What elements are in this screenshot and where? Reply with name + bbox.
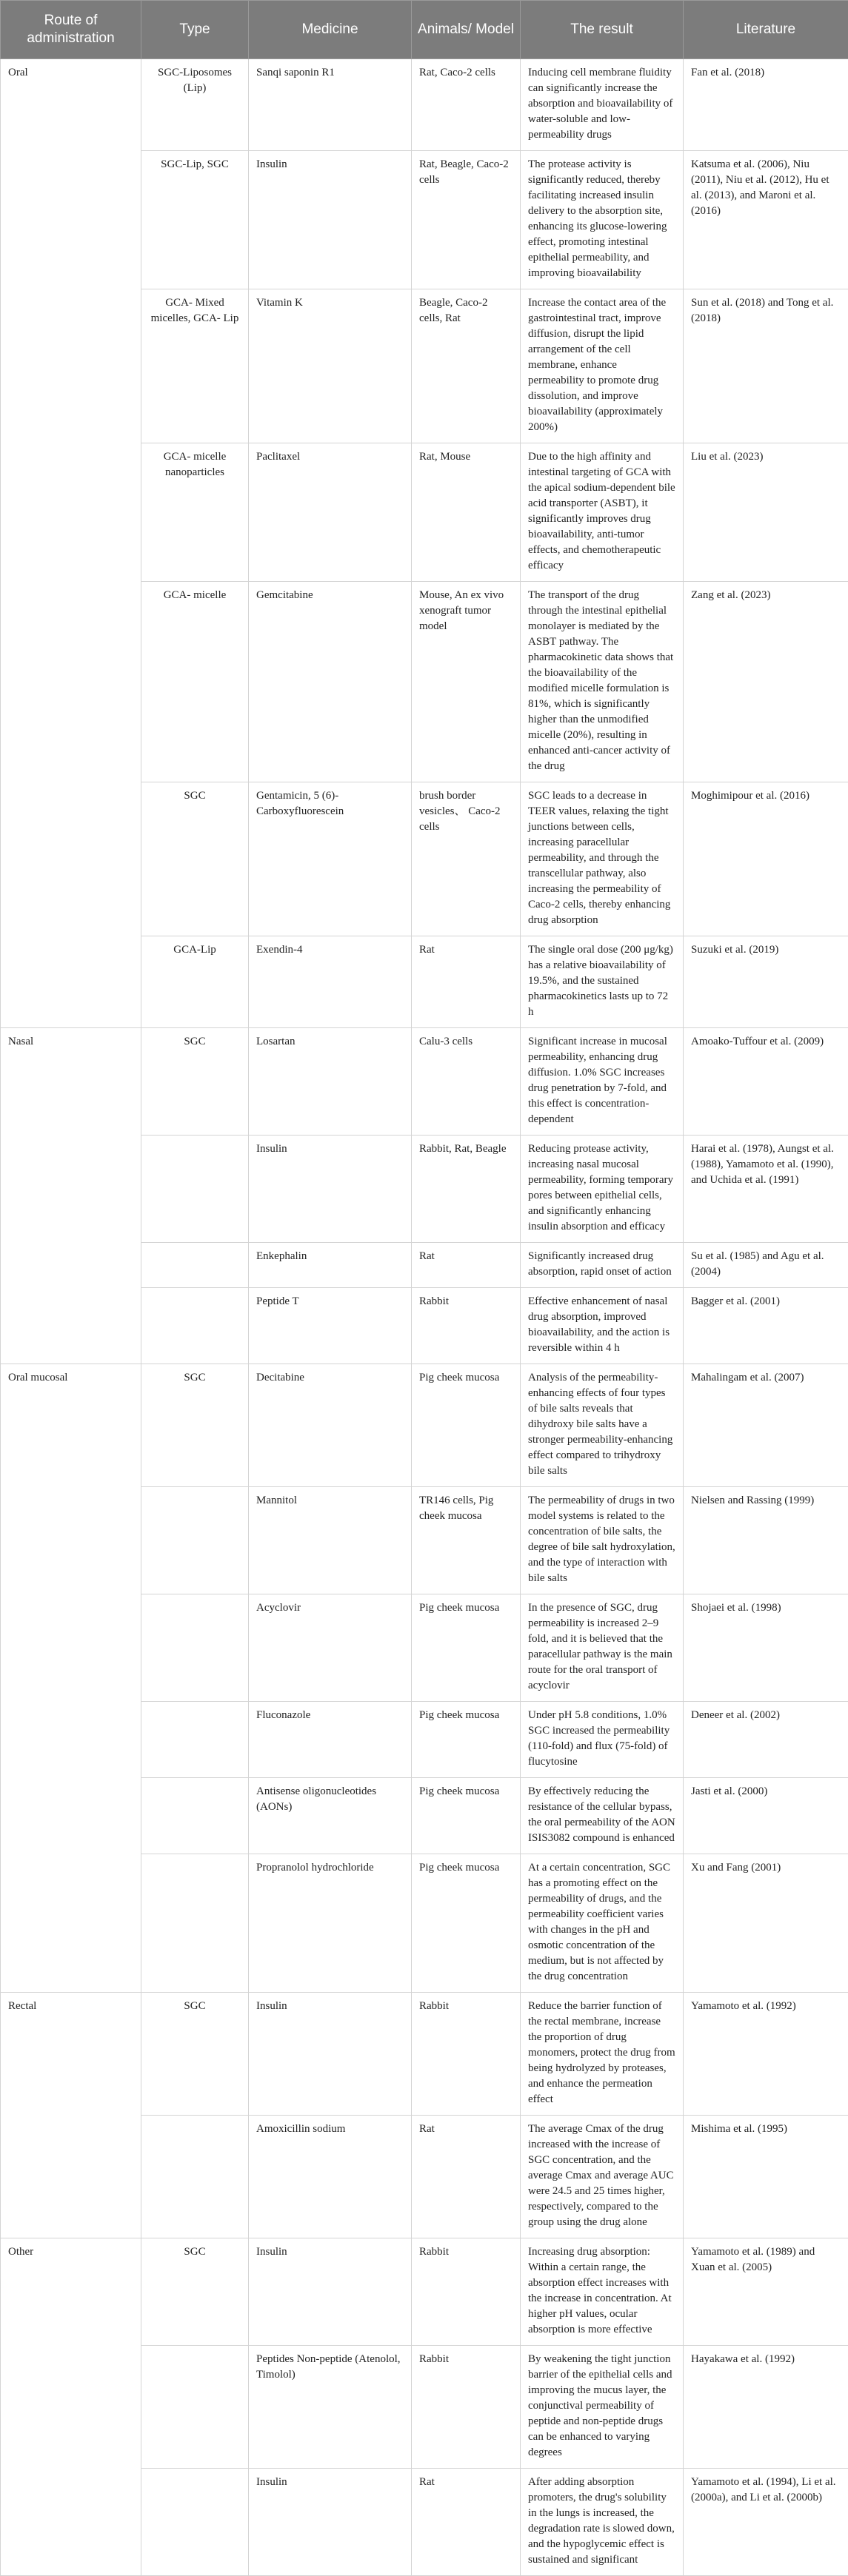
cell-literature: Harai et al. (1978), Aungst et al. (1988), Yamamoto et al. (1990), and Uchida et al. (1991) [684, 1136, 848, 1243]
cell-medicine: Antisense oligonucleotides (AONs) [249, 1778, 412, 1854]
cell-type: SGC-Lip, SGC [141, 151, 249, 289]
cell-medicine: Decitabine [249, 1364, 412, 1487]
cell-type: SGC [141, 2238, 249, 2346]
cell-result: After adding absorption promoters, the drug's solubility in the lungs is increased, the degradation rate is slowed down, and the hypoglycemic effect is sustained and significant [521, 2469, 684, 2576]
cell-model: TR146 cells, Pig cheek mucosa [412, 1487, 521, 1594]
cell-model: Rat, Mouse [412, 443, 521, 582]
cell-result: Under pH 5.8 conditions, 1.0% SGC increased the permeability (110-fold) and flux (75-fold) of flucytosine [521, 1702, 684, 1778]
cell-model: Calu-3 cells [412, 1028, 521, 1136]
cell-literature: Xu and Fang (2001) [684, 1854, 848, 1993]
cell-literature: Jasti et al. (2000) [684, 1778, 848, 1854]
cell-result: Increasing drug absorption: Within a certain range, the absorption effect increases with the increase in concentration. At higher pH values, ocular absorption is more effective [521, 2238, 684, 2346]
cell-model: Rat [412, 2469, 521, 2576]
cell-literature: Liu et al. (2023) [684, 443, 848, 582]
table-row [1, 1364, 848, 1487]
cell-literature: Deneer et al. (2002) [684, 1702, 848, 1778]
cell-type [141, 1136, 249, 1243]
cell-literature: Yamamoto et al. (1994), Li et al. (2000a), and Li et al. (2000b) [684, 2469, 848, 2576]
cell-literature: Sun et al. (2018) and Tong et al. (2018) [684, 289, 848, 443]
cell-result: Significant increase in mucosal permeability, enhancing drug diffusion. 1.0% SGC increases drug penetration by 7-fold, and this effect is concentration-dependent [521, 1028, 684, 1136]
cell-medicine: Insulin [249, 2469, 412, 2576]
cell-medicine: Vitamin K [249, 289, 412, 443]
cell-medicine: Insulin [249, 151, 412, 289]
cell-route: Oral [1, 59, 141, 1028]
table-row [1, 1993, 848, 2116]
cell-medicine: Exendin-4 [249, 936, 412, 1028]
cell-type [141, 1702, 249, 1778]
cell-medicine: Insulin [249, 1993, 412, 2116]
cell-literature: Su et al. (1985) and Agu et al. (2004) [684, 1243, 848, 1288]
cell-type: SGC [141, 1028, 249, 1136]
cell-route: Oral mucosal [1, 1364, 141, 1993]
cell-type: SGC [141, 1993, 249, 2116]
cell-model: Pig cheek mucosa [412, 1364, 521, 1487]
cell-result: Increase the contact area of the gastrointestinal tract, improve diffusion, disrupt the lipid arrangement of the cell membrane, enhance permeability to promote drug dissolution, and improve bioavailability (approximately 200%) [521, 289, 684, 443]
cell-result: SGC leads to a decrease in TEER values, relaxing the tight junctions between cells, increasing paracellular permeability, and through the transcellular pathway, also increasing the permeability of Caco-2 cells, thereby enhancing drug absorption [521, 782, 684, 936]
cell-type [141, 1487, 249, 1594]
cell-result: Due to the high affinity and intestinal targeting of GCA with the apical sodium-dependent bile acid transporter (ASBT), it significantly improves drug bioavailability, anti-tumor effects, and chemotherapeutic efficacy [521, 443, 684, 582]
cell-result: Effective enhancement of nasal drug absorption, improved bioavailability, and the action is reversible within 4 h [521, 1288, 684, 1364]
header-model: Animals/ Model [412, 1, 521, 59]
cell-result: The protease activity is significantly reduced, thereby facilitating increased insulin delivery to the absorption site, enhancing its glucose-lowering effect, promoting intestinal epithelial permeability, and improving bioavailability [521, 151, 684, 289]
cell-type [141, 1288, 249, 1364]
cell-model: Rabbit, Rat, Beagle [412, 1136, 521, 1243]
cell-literature: Katsuma et al. (2006), Niu (2011), Niu et al. (2012), Hu et al. (2013), and Maroni et al. (2016) [684, 151, 848, 289]
cell-medicine: Fluconazole [249, 1702, 412, 1778]
header-route: Route of administration [1, 1, 141, 59]
cell-type: GCA- micelle nanoparticles [141, 443, 249, 582]
cell-model: Rabbit [412, 1993, 521, 2116]
cell-model: Rabbit [412, 2238, 521, 2346]
cell-medicine: Acyclovir [249, 1594, 412, 1702]
cell-literature: Fan et al. (2018) [684, 59, 848, 151]
cell-model: Rabbit [412, 2346, 521, 2469]
cell-result: The transport of the drug through the intestinal epithelial monolayer is mediated by the ASBT pathway. The pharmacokinetic data shows that the bioavailability of the modified micelle formulation is 81%, which is significantly higher than the unmodified micelle (20%), resulting in enhanced anti-cancer activity of the drug [521, 582, 684, 782]
cell-medicine: Gentamicin, 5 (6)-Carboxyfluorescein [249, 782, 412, 936]
cell-medicine: Losartan [249, 1028, 412, 1136]
cell-medicine: Sanqi saponin R1 [249, 59, 412, 151]
cell-model: Pig cheek mucosa [412, 1854, 521, 1993]
cell-type [141, 2346, 249, 2469]
cell-model: Pig cheek mucosa [412, 1702, 521, 1778]
cell-type [141, 1778, 249, 1854]
cell-result: Significantly increased drug absorption, rapid onset of action [521, 1243, 684, 1288]
cell-route: Nasal [1, 1028, 141, 1364]
cell-literature: Zang et al. (2023) [684, 582, 848, 782]
cell-literature: Suzuki et al. (2019) [684, 936, 848, 1028]
cell-model: Rat, Beagle, Caco-2 cells [412, 151, 521, 289]
table-row [1, 1028, 848, 1136]
cell-result: By weakening the tight junction barrier of the epithelial cells and improving the mucus layer, the conjunctival permeability of peptide and non-peptide drugs can be enhanced to varying degrees [521, 2346, 684, 2469]
cell-medicine: Amoxicillin sodium [249, 2116, 412, 2238]
cell-result: Reduce the barrier function of the rectal membrane, increase the proportion of drug monomers, protect the drug from being hydrolyzed by proteases, and enhance the permeation effect [521, 1993, 684, 2116]
cell-type [141, 1594, 249, 1702]
cell-literature: Shojaei et al. (1998) [684, 1594, 848, 1702]
cell-model: Beagle, Caco-2 cells, Rat [412, 289, 521, 443]
cell-medicine: Gemcitabine [249, 582, 412, 782]
cell-type [141, 2116, 249, 2238]
cell-model: Pig cheek mucosa [412, 1594, 521, 1702]
cell-medicine: Peptide T [249, 1288, 412, 1364]
cell-model: Rat [412, 1243, 521, 1288]
cell-result: The single oral dose (200 μg/kg) has a relative bioavailability of 19.5%, and the sustained pharmacokinetics lasts up to 72 h [521, 936, 684, 1028]
cell-literature: Mishima et al. (1995) [684, 2116, 848, 2238]
cell-type [141, 2469, 249, 2576]
cell-type: GCA- Mixed micelles, GCA- Lip [141, 289, 249, 443]
cell-medicine: Insulin [249, 1136, 412, 1243]
cell-model: Pig cheek mucosa [412, 1778, 521, 1854]
cell-route: Other [1, 2238, 141, 2576]
cell-literature: Nielsen and Rassing (1999) [684, 1487, 848, 1594]
cell-medicine: Peptides Non-peptide (Atenolol, Timolol) [249, 2346, 412, 2469]
cell-medicine: Propranolol hydrochloride [249, 1854, 412, 1993]
cell-result: At a certain concentration, SGC has a promoting effect on the permeability of drugs, and the permeability coefficient varies with changes in the pH and osmotic concentration of the medium, but is not affected by the drug concentration [521, 1854, 684, 1993]
header-medicine: Medicine [249, 1, 412, 59]
table-body [1, 59, 848, 2576]
table-row [1, 59, 848, 151]
cell-literature: Hayakawa et al. (1992) [684, 2346, 848, 2469]
cell-type: GCA- micelle [141, 582, 249, 782]
cell-result: The average Cmax of the drug increased with the increase of SGC concentration, and the average Cmax and average AUC were 24.5 and 25 times higher, respectively, compared to the group using the drug alone [521, 2116, 684, 2238]
cell-result: The permeability of drugs in two model systems is related to the concentration of bile salts, the degree of bile salt hydroxylation, and the type of interaction with bile salts [521, 1487, 684, 1594]
cell-model: brush border vesicles、 Caco-2 cells [412, 782, 521, 936]
cell-type: SGC-Liposomes (Lip) [141, 59, 249, 151]
cell-model: Mouse, An ex vivo xenograft tumor model [412, 582, 521, 782]
cell-model: Rat [412, 2116, 521, 2238]
cell-type: SGC [141, 782, 249, 936]
cell-type [141, 1243, 249, 1288]
cell-result: Analysis of the permeability-enhancing effects of four types of bile salts reveals that dihydroxy bile salts have a stronger permeability-enhancing effect compared to trihydroxy bile salts [521, 1364, 684, 1487]
cell-medicine: Mannitol [249, 1487, 412, 1594]
cell-type: GCA-Lip [141, 936, 249, 1028]
cell-type: SGC [141, 1364, 249, 1487]
cell-literature: Yamamoto et al. (1992) [684, 1993, 848, 2116]
table-header [1, 1, 848, 59]
cell-medicine: Paclitaxel [249, 443, 412, 582]
header-literature: Literature [684, 1, 848, 59]
cell-medicine: Enkephalin [249, 1243, 412, 1288]
cell-route: Rectal [1, 1993, 141, 2238]
cell-result: In the presence of SGC, drug permeability is increased 2–9 fold, and it is believed that the paracellular pathway is the main route for the oral transport of acyclovir [521, 1594, 684, 1702]
header-result: The result [521, 1, 684, 59]
cell-result: Reducing protease activity, increasing nasal mucosal permeability, forming temporary pores between epithelial cells, and significantly enhancing insulin absorption and efficacy [521, 1136, 684, 1243]
cell-literature: Yamamoto et al. (1989) and Xuan et al. (2005) [684, 2238, 848, 2346]
cell-literature: Moghimipour et al. (2016) [684, 782, 848, 936]
cell-literature: Amoako-Tuffour et al. (2009) [684, 1028, 848, 1136]
table-row [1, 2238, 848, 2346]
cell-medicine: Insulin [249, 2238, 412, 2346]
header-type: Type [141, 1, 249, 59]
cell-literature: Bagger et al. (2001) [684, 1288, 848, 1364]
cell-type [141, 1854, 249, 1993]
cell-model: Rat [412, 936, 521, 1028]
header-row [1, 1, 848, 59]
cell-result: Inducing cell membrane fluidity can significantly increase the absorption and bioavailability of water-soluble and low-permeability drugs [521, 59, 684, 151]
cell-result: By effectively reducing the resistance of the cellular bypass, the oral permeability of the AON ISIS3082 compound is enhanced [521, 1778, 684, 1854]
cell-literature: Mahalingam et al. (2007) [684, 1364, 848, 1487]
cell-model: Rat, Caco-2 cells [412, 59, 521, 151]
cell-model: Rabbit [412, 1288, 521, 1364]
